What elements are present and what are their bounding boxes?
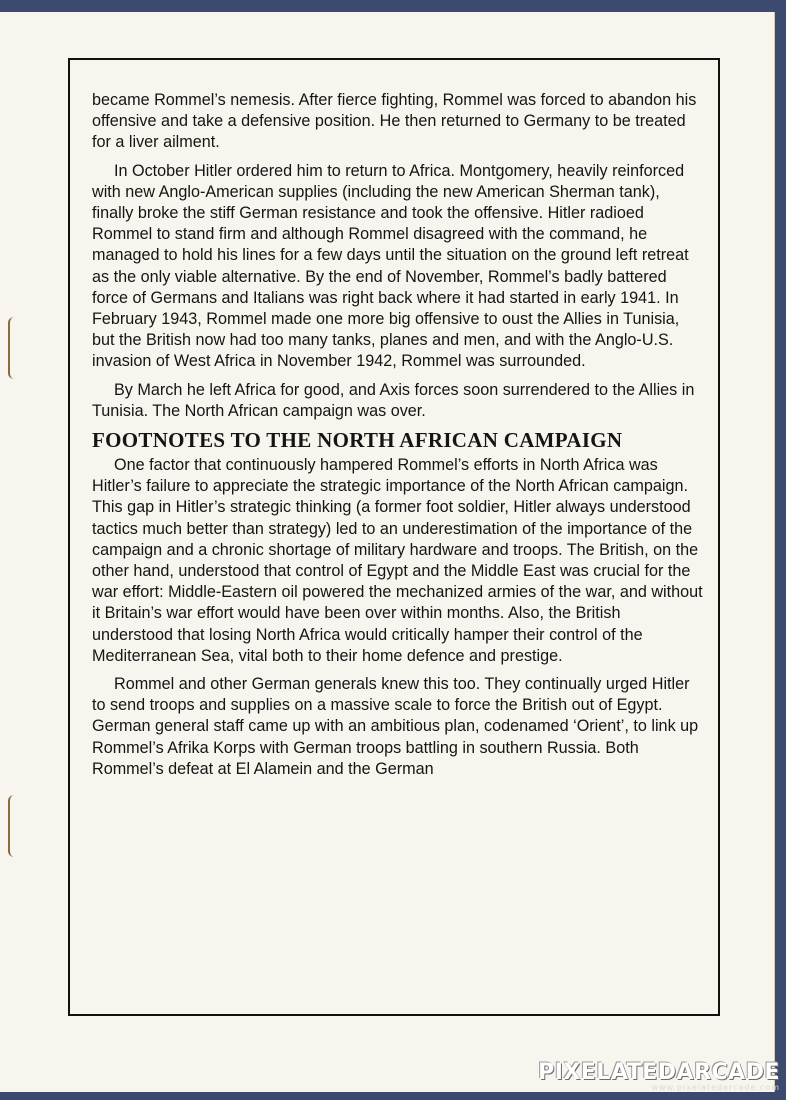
watermark — [538, 1060, 780, 1092]
paragraph-4: One factor that continuously hampered Rommel’s efforts in North Africa was Hitler’s failure to appreciate the strategic importance of the North African campaign. This gap in Hitler’s strategic thinking (a former foot soldier, Hitler always understood tactics much better than strategy) led to an underestimation of the importance of the campaign and a chronic shortage of military hardware and troops. The British, on the other hand, understood that control of Egypt and the Middle East was crucial for the war effort: Middle-Eastern oil powered the mechanized armies of the war, and without it Britain’s war effort would have been over within months. Also, the British understood that losing North Africa would critically hamper their control of the Mediterranean Sea, vital both to their home defence and prestige. — [92, 456, 703, 665]
paragraph-2: In October Hitler ordered him to return to Africa. Montgomery, heavily reinforced with new Anglo-American supplies (including the new American Sherman tank), finally broke the stiff German resistance and took the offensive. Hitler radioed Rommel to stand firm and although Rommel disagreed with the command, he managed to hold his lines for a few days until the situation on the ground left retreat as the only viable alternative. By the end of November, Rommel’s badly battered force of Germans and Italians was right back where it had started in early 1941. In February 1943, Rommel made one more big offensive to oust the Allies in Tunisia, but the British now had too many tanks, planes and men, and with the Anglo-U.S. invasion of West Africa in November 1942, Rommel was surrounded. — [92, 161, 689, 371]
staple-bottom — [8, 795, 20, 857]
paragraph-5: Rommel and other German generals knew this too. They continually urged Hitler to send troops and supplies on a massive scale to force the British out of Egypt. German general staff came up with an ambitious plan, codenamed ‘Orient’, to link up Rommel’s Afrika Korps with German troops battling in southern Russia. Both Rommel’s defeat at El Alamein and the German — [92, 675, 699, 778]
staple-top — [8, 317, 20, 379]
paragraph-3: By March he left Africa for good, and Axis forces soon surrendered to the Allies in Tunisia. The North African campaign was over. — [92, 380, 695, 420]
watermark-title: PIXELATEDARCADE — [538, 1060, 780, 1085]
article-body — [92, 90, 704, 787]
section-heading: FOOTNOTES TO THE NORTH AFRICAN CAMPAIGN — [92, 428, 623, 453]
watermark-url: www.pixelatedarcade.com — [651, 1083, 780, 1092]
paragraph-1: became Rommel’s nemesis. After fierce fighting, Rommel was forced to abandon his offensive and take a defensive position. He then returned to Germany to be treated for a liver ailment. — [92, 91, 697, 152]
